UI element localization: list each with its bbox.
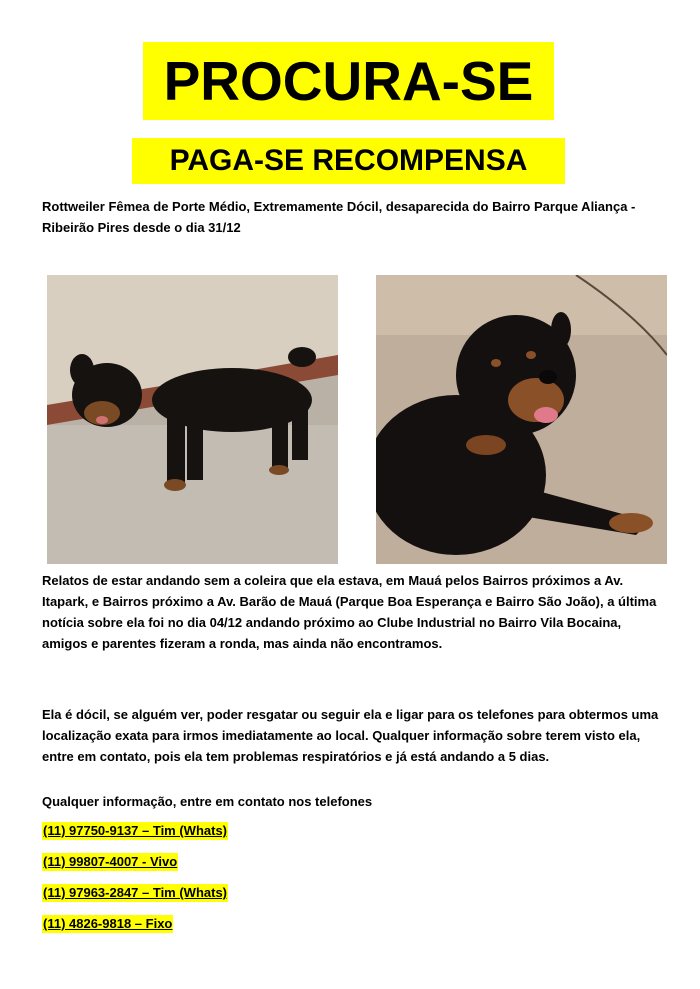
appeal-text: Ela é dócil, se alguém ver, poder resgatar ou seguir ela e ligar para os telefones para obtermos uma localização exata para irmos imediatamente ao local. Qualquer informação sobre terem visto ela, entre em contato, pois ela tem problemas respiratórios e já está andando a 5 dias. — [42, 707, 659, 764]
title-banner — [143, 42, 554, 120]
report-text: Relatos de estar andando sem a coleira que ela estava, em Mauá pelos Bairros próximos a Av. Itapark, e Bairros próximo a Av. Barão de Mauá (Parque Boa Esperança e Bairro São João), a última notícia sobre ela foi no dia 04/12 andando próximo ao Clube Industrial no Bairro Vila Bocaina, amigos e parentes fizeram a ronda, mas ainda não encontramos. — [42, 573, 657, 651]
reward-text: PAGA-SE RECOMPENSA — [169, 144, 528, 177]
page-title: PROCURA-SE — [163, 50, 534, 112]
phone-contact-3[interactable]: (11) 97963-2847 – Tim (Whats) — [43, 885, 228, 900]
phone-contact-1[interactable]: (11) 97750-9137 – Tim (Whats) — [43, 823, 228, 838]
contact-intro: Qualquer informação, entre em contato nos telefones — [42, 794, 373, 809]
reward-banner — [132, 138, 565, 184]
dog-photo-standing — [47, 275, 338, 564]
phone-contact-2[interactable]: (11) 99807-4007 - Vivo — [43, 854, 178, 869]
phone-contact-4[interactable]: (11) 4826-9818 – Fixo — [43, 916, 173, 931]
dog-photo-lying — [376, 275, 667, 564]
description-text: Rottweiler Fêmea de Porte Médio, Extremamente Dócil, desaparecida do Bairro Parque Aliança - Ribeirão Pires desde o dia 31/12 — [42, 199, 636, 235]
